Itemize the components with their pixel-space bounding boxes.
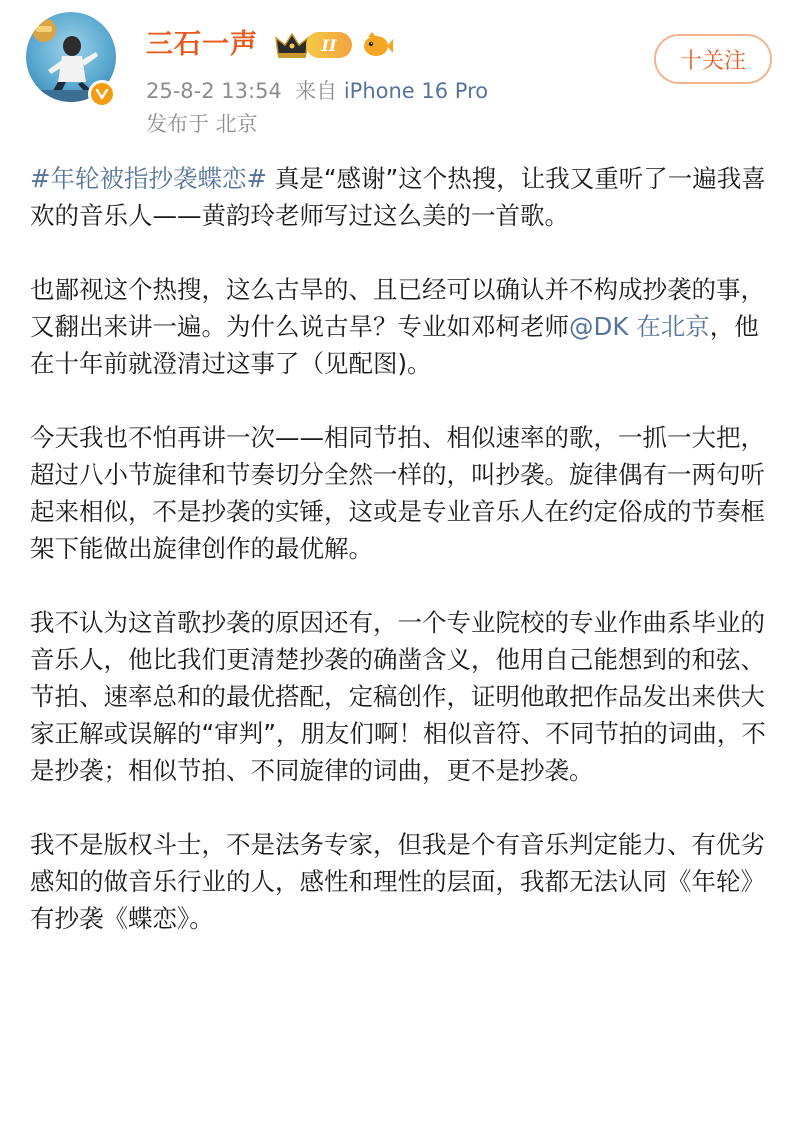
fish-icon: [360, 30, 394, 60]
user-badges: [274, 30, 394, 60]
level-badge: [306, 32, 352, 58]
post-source-prefix: 来自: [295, 79, 338, 103]
paragraph-2-text-after: ，他在十年前就澄清过这事了（见配图)。: [30, 312, 759, 378]
paragraph-2: [30, 271, 775, 382]
mention-link[interactable]: @DK 在北京: [569, 312, 710, 341]
level-text: II: [321, 35, 337, 55]
crown-icon: [274, 30, 310, 60]
paragraph-2-text-before: 也鄙视这个热搜，这么古旱的、且已经可以确认并不构成抄袭的事，又翻出来讲一遍。为什么说古旱？专业如邓柯老师: [30, 275, 765, 341]
paragraph-3: 今天我也不怕再讲一次——相同节拍、相似速率的歌，一抓一大把，超过八小节旋律和节奏切分全然一样的，叫抄袭。旋律偶有一两句听起来相似，不是抄袭的实锤，这或是专业音乐人在约定俗成的节奏框架下能做出旋律创作的最优解。: [30, 423, 765, 563]
hashtag-link[interactable]: #年轮被指抄袭蝶恋#: [30, 164, 268, 193]
paragraph-5: 我不是版权斗士，不是法务专家，但我是个有音乐判定能力、有优劣感知的做音乐行业的人，感性和理性的层面，我都无法认同《年轮》有抄袭《蝶恋》。: [30, 830, 765, 933]
paragraph-4: 我不认为这首歌抄袭的原因还有，一个专业院校的专业作曲系毕业的音乐人，他比我们更清楚抄袭的确凿含义，他用自己能想到的和弦、节拍、速率总和的最优搭配，定稿创作，证明他敢把作品发出来供大家正解或误解的“审判”，朋友们啊！相似音符、不同节拍的词曲，不是抄袭；相似节拍、不同旋律的词曲，更不是抄袭。: [30, 608, 766, 785]
verified-icon: [95, 87, 109, 101]
follow-button[interactable]: 十关注: [654, 34, 772, 84]
post-device[interactable]: iPhone 16 Pro: [343, 79, 489, 103]
verified-badge: [88, 80, 116, 108]
post-content: [30, 160, 775, 974]
post-time: 25-8-2 13:54: [146, 79, 282, 103]
paragraph-1: [30, 160, 775, 234]
post-meta: [146, 77, 488, 105]
paragraph-1-text: 真是“感谢”这个热搜，让我又重听了一遍我喜欢的音乐人——黄韵玲老师写过这么美的一首歌。: [30, 164, 766, 230]
post-location: 发布于 北京: [146, 112, 258, 136]
username[interactable]: 三石一声: [146, 29, 258, 60]
